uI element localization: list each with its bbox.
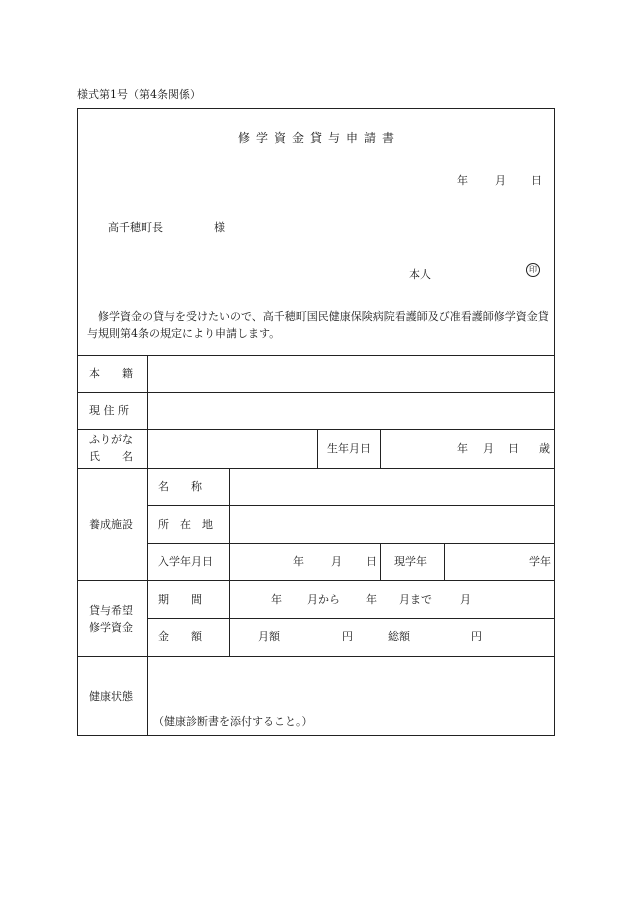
column-divider — [380, 429, 381, 468]
application-form — [77, 108, 555, 736]
birthdate-label: 生年月日 — [327, 442, 371, 455]
school-name-label: 名 称 — [158, 480, 202, 493]
amount-label: 金 額 — [158, 630, 202, 643]
applicant-label: 本人 — [409, 268, 431, 281]
loan-group-label-line1: 貸与希望 — [89, 604, 133, 617]
row-divider — [78, 656, 554, 657]
label-column-divider — [147, 355, 148, 735]
period-month-from: 月から — [307, 593, 340, 606]
declaration-text: 修学資金の貸与を受けたいので、高千穂町国民健康保険病院看護師及び准看護師修学資金貸与規則第4条の規定により申請します。 — [87, 310, 549, 340]
grade-unit-label: 学年 — [529, 555, 551, 568]
enroll-day-label: 日 — [366, 555, 377, 568]
period-months: 月 — [460, 593, 471, 606]
row-divider — [78, 468, 554, 469]
birth-year-label: 年 — [457, 442, 468, 455]
honorific: 様 — [214, 221, 225, 234]
period-year-from: 年 — [271, 593, 282, 606]
row-divider — [147, 505, 554, 506]
column-divider — [444, 543, 445, 580]
form-title: 修学資金貸与申請書 — [237, 131, 400, 145]
seal-icon: 印 — [526, 263, 540, 277]
column-divider — [317, 429, 318, 468]
period-year-to: 年 — [366, 593, 377, 606]
address-label: 現 住 所 — [89, 404, 129, 417]
row-divider — [78, 580, 554, 581]
total-yen: 円 — [471, 630, 482, 643]
form-number: 様式第1号（第4条関係） — [77, 88, 201, 101]
health-note: （健康診断書を添付すること。） — [153, 715, 313, 728]
name-label: 氏 名 — [89, 450, 133, 463]
health-label: 健康状態 — [89, 690, 133, 703]
column-divider — [380, 543, 381, 580]
row-divider — [78, 392, 554, 393]
enroll-year-label: 年 — [293, 555, 304, 568]
date-year-label: 年 — [457, 174, 468, 187]
enroll-date-label: 入学年月日 — [158, 555, 213, 568]
furigana-label: ふりがな — [89, 433, 133, 446]
school-location-label: 所 在 地 — [158, 518, 213, 531]
table-top-border — [78, 355, 554, 356]
row-divider — [147, 543, 554, 544]
row-divider — [147, 618, 554, 619]
enroll-month-label: 月 — [331, 555, 342, 568]
birth-month-label: 月 — [483, 442, 494, 455]
loan-group-label-line2: 修学資金 — [89, 621, 133, 634]
current-grade-label: 現学年 — [394, 555, 427, 568]
addressee: 高千穂町長 — [108, 221, 163, 234]
honseki-label: 本 籍 — [89, 367, 133, 380]
monthly-label: 月額 — [258, 630, 280, 643]
school-group-label: 養成施設 — [89, 518, 133, 531]
total-label: 総額 — [388, 630, 410, 643]
date-day-label: 日 — [531, 174, 542, 187]
period-label: 期 間 — [158, 593, 202, 606]
age-label: 歳 — [539, 442, 550, 455]
monthly-yen: 円 — [342, 630, 353, 643]
period-month-to: 月まで — [399, 593, 432, 606]
row-divider — [78, 429, 554, 430]
birth-day-label: 日 — [508, 442, 519, 455]
sublabel-column-divider — [229, 468, 230, 656]
date-month-label: 月 — [495, 174, 506, 187]
